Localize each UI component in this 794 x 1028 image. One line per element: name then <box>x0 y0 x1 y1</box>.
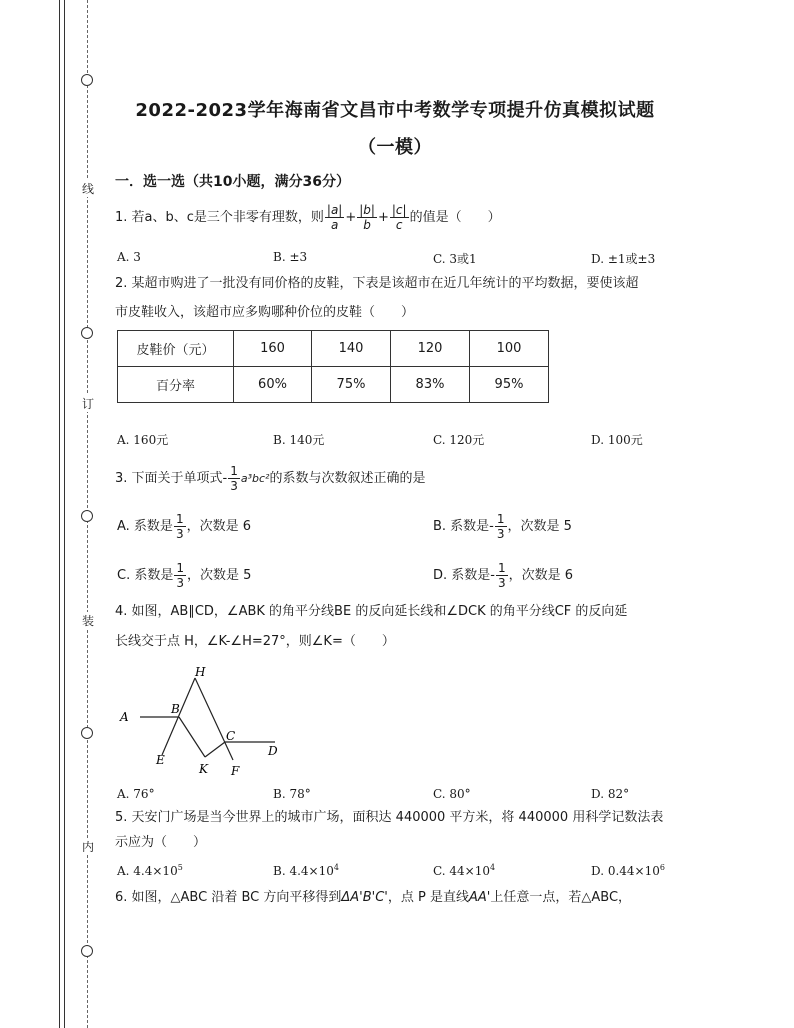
price-table <box>117 330 549 403</box>
section-heading: 一．选一选（共10小题，满分36分） <box>115 174 350 190</box>
question-4-line-2: 长线交于点 H，∠K-∠H=27°，则∠K=（ ） <box>115 634 395 649</box>
q3-option-d: D. 系数是- $\frac{1}{3}$ ，次数是 6 <box>433 561 574 590</box>
q3-monomial: a³bc² <box>240 472 270 485</box>
binding-margin <box>0 0 70 1028</box>
q2-option-b: B. 140元 <box>273 433 325 447</box>
q1-fraction-a: $\frac{|a|}{a}$ <box>326 203 343 232</box>
label-e: E <box>156 753 165 767</box>
q6-line-expr: AA' <box>468 890 491 905</box>
q6-triangle-expr: ΔA'B'C' <box>341 890 388 905</box>
q6-text: ，点 P 是直线 <box>387 890 469 905</box>
page-title: 2022-2023学年海南省文昌市中考数学专项提升仿真模拟试题 <box>135 100 655 121</box>
line-bk <box>179 717 205 757</box>
q6-text: 6. 如图，△ABC 沿着 BC 方向平移得到 <box>115 890 342 905</box>
q5-option-a: A. $4.4\times 10^5$ <box>117 863 183 878</box>
q3-text: 3. 下面关于单项式- <box>115 471 228 486</box>
table-cell: 60% <box>234 367 312 403</box>
label-d: D <box>268 744 278 758</box>
q1-fraction-b: $\frac{|b|}{b}$ <box>359 203 375 232</box>
label-b: B <box>171 702 180 716</box>
label-f: F <box>231 764 240 778</box>
q4-geometry-figure <box>115 660 295 780</box>
q4-option-d: D. 82° <box>591 787 630 801</box>
question-5-line-1: 5. 天安门广场是当今世界上的城市广场，面积达 440000 平方米，将 440000 用科学记数法表 <box>115 810 664 825</box>
label-a: A <box>120 710 129 724</box>
q3-option-a: A. 系数是 $\frac{1}{3}$ ，次数是 6 <box>117 512 251 541</box>
q3-option-c: C. 系数是 $\frac{1}{3}$ ，次数是 5 <box>117 561 252 590</box>
margin-char-zhuang: 装 <box>82 614 95 628</box>
label-c: C <box>226 729 236 743</box>
line-cf-extended <box>195 678 236 760</box>
q4-option-c: C. 80° <box>433 787 471 801</box>
margin-char-nei: 内 <box>82 840 95 854</box>
table-cell: 160 <box>234 331 312 367</box>
question-2-line-1: 2. 某超市购进了一批没有同价格的皮鞋，下表是该超市在近几年统计的平均数据，要使该超 <box>115 276 639 291</box>
table-cell: 83% <box>391 367 470 403</box>
q6-text: 上任意一点，若△ABC， <box>490 890 632 905</box>
q2-option-c: C. 120元 <box>433 433 485 447</box>
q5-option-b: B. $4.4\times 10^4$ <box>273 863 339 878</box>
q1-suffix: 的值是（ ） <box>409 210 501 225</box>
question-3 <box>115 464 675 493</box>
question-6 <box>115 887 675 909</box>
table-row <box>118 367 549 403</box>
q4-option-a: A. 76° <box>117 787 155 801</box>
binding-hole <box>81 74 93 86</box>
q2-option-d: D. 100元 <box>591 433 643 447</box>
margin-border-line <box>64 0 65 1028</box>
plus-sign: + <box>345 210 357 225</box>
table-cell: 120 <box>391 331 470 367</box>
margin-border-line <box>59 0 60 1028</box>
q1-fraction-c: $\frac{|c|}{c}$ <box>391 203 407 232</box>
question-5-line-2: 示应为（ ） <box>115 835 207 850</box>
binding-hole <box>81 510 93 522</box>
q1-text: 1. 若a、b、c是三个非零有理数，则 <box>115 210 324 225</box>
table-cell: 95% <box>470 367 549 403</box>
table-cell: 140 <box>312 331 391 367</box>
q3-suffix: 的系数与次数叙述正确的是 <box>269 471 426 486</box>
label-h: H <box>195 665 206 679</box>
line-kc <box>205 742 225 757</box>
q3-option-b: B. 系数是- $\frac{1}{3}$ ，次数是 5 <box>433 512 572 541</box>
q3-fraction: $\frac{1}{3}$ <box>230 464 238 493</box>
q1-option-d: D. ±1或±3 <box>591 252 656 266</box>
q1-option-c: C. 3或1 <box>433 252 477 266</box>
q1-option-a: A. 3 <box>117 250 141 264</box>
question-1 <box>115 203 675 232</box>
q1-option-b: B. ±3 <box>273 250 308 264</box>
question-4-line-1: 4. 如图，AB∥CD，∠ABK 的角平分线BE 的反向延长线和∠DCK 的角平分线CF 的反向延 <box>115 604 628 619</box>
table-cell: 百分率 <box>118 367 234 403</box>
table-cell: 皮鞋价（元） <box>118 331 234 367</box>
q5-option-c: C. $44\times 10^4$ <box>433 863 496 878</box>
table-cell: 100 <box>470 331 549 367</box>
q2-option-a: A. 160元 <box>117 433 169 447</box>
plus-sign: + <box>377 210 389 225</box>
binding-hole <box>81 327 93 339</box>
page-subtitle: （一模） <box>358 137 432 158</box>
margin-char-ding: 订 <box>82 397 95 411</box>
margin-char-xian: 线 <box>82 182 95 196</box>
question-2-line-2: 市皮鞋收入，该超市应多购哪种价位的皮鞋（ ） <box>115 305 415 320</box>
binding-hole <box>81 727 93 739</box>
table-row <box>118 331 549 367</box>
q4-option-b: B. 78° <box>273 787 311 801</box>
label-k: K <box>199 762 208 776</box>
q5-option-d: D. $0.44\times 10^6$ <box>591 863 665 878</box>
table-cell: 75% <box>312 367 391 403</box>
binding-hole <box>81 945 93 957</box>
